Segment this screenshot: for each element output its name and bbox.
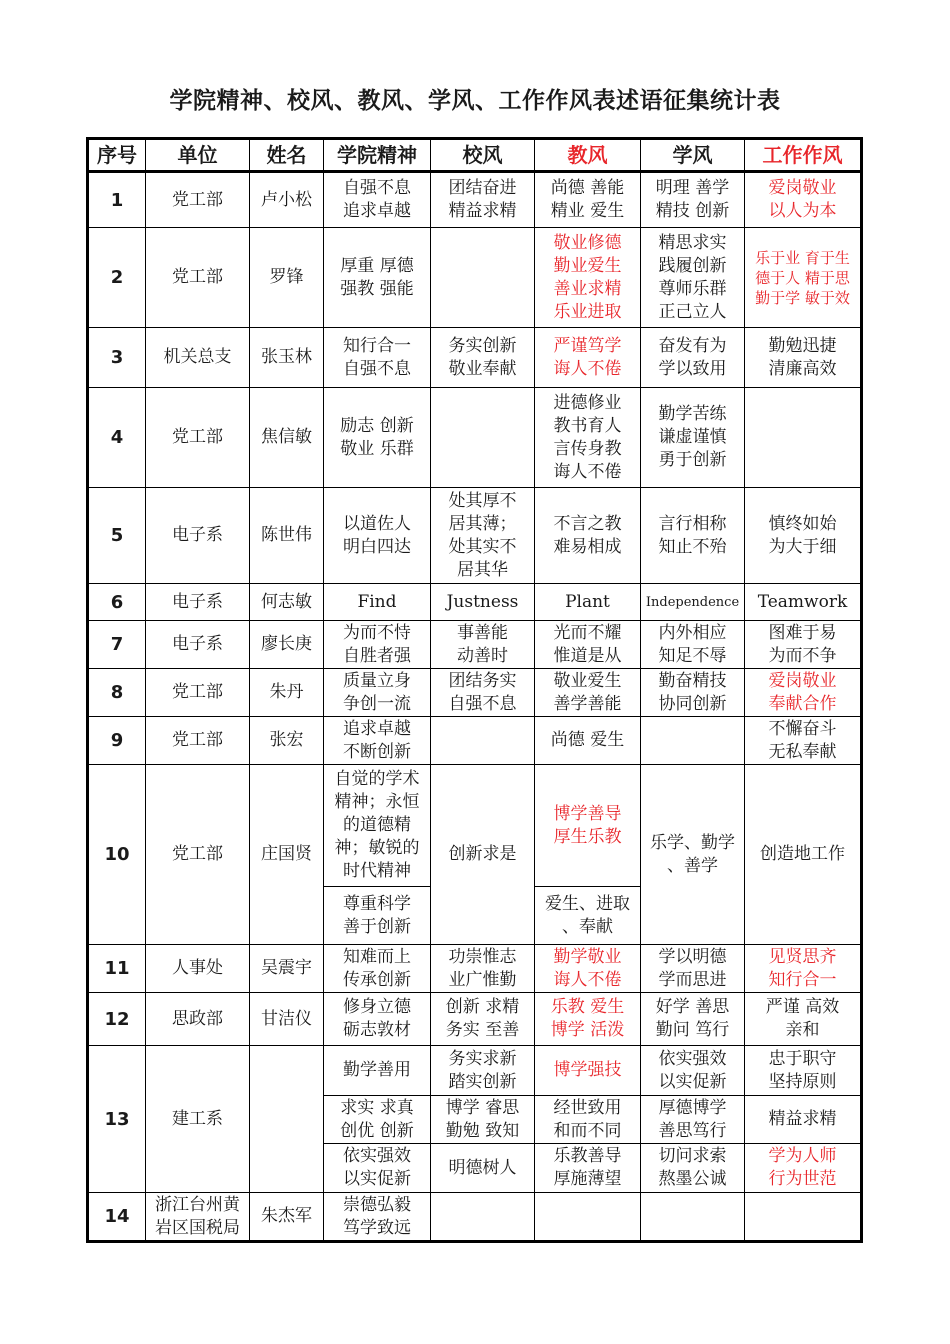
unit-cell: 党工部 xyxy=(146,669,250,717)
header-name: 姓名 xyxy=(250,139,324,172)
seq-cell: 3 xyxy=(88,328,146,388)
table-row xyxy=(88,945,862,993)
seq-cell: 14 xyxy=(88,1193,146,1242)
table-row xyxy=(88,328,862,388)
school-style-cell: 功崇惟志 业广惟勤 xyxy=(431,945,535,993)
table-row xyxy=(88,993,862,1046)
study-style-cell: 内外相应 知足不辱 xyxy=(641,621,745,669)
spirit-cell: 崇德弘毅 笃学致远 xyxy=(324,1193,431,1242)
spirit-cell: 厚重 厚德 强教 强能 xyxy=(324,228,431,328)
study-style-cell: 奋发有为 学以致用 xyxy=(641,328,745,388)
study-style-cell xyxy=(641,717,745,765)
seq-cell: 4 xyxy=(88,388,146,488)
teach-style-cell: 爱生、进取 、奉献 xyxy=(535,887,641,945)
work-style-cell: 精益求精 xyxy=(745,1096,862,1144)
seq-cell: 9 xyxy=(88,717,146,765)
teach-style-cell: 尚德 善能 精业 爱生 xyxy=(535,172,641,228)
header-work-style: 工作作风 xyxy=(745,139,862,172)
study-style-cell: 勤学苦练 谦虚谨慎 勇于创新 xyxy=(641,388,745,488)
unit-cell: 党工部 xyxy=(146,172,250,228)
study-style-cell xyxy=(641,1193,745,1242)
teach-style-cell: 尚德 爱生 xyxy=(535,717,641,765)
study-style-cell: 切问求索 熬墨公诚 xyxy=(641,1144,745,1193)
teach-style-cell: 博学善导 厚生乐教 xyxy=(535,765,641,887)
table-row xyxy=(88,488,862,584)
seq-cell: 12 xyxy=(88,993,146,1046)
teach-style-cell: 不言之教 难易相成 xyxy=(535,488,641,584)
table-row xyxy=(88,765,862,887)
header-seq: 序号 xyxy=(88,139,146,172)
teach-style-cell: 严谨笃学 诲人不倦 xyxy=(535,328,641,388)
spirit-cell: 自强不息 追求卓越 xyxy=(324,172,431,228)
page-title: 学院精神、校风、教风、学风、工作作风表述语征集统计表 xyxy=(169,88,781,114)
spirit-cell: 励志 创新 敬业 乐群 xyxy=(324,388,431,488)
name-cell xyxy=(250,1046,324,1193)
unit-cell: 党工部 xyxy=(146,228,250,328)
name-cell: 焦信敏 xyxy=(250,388,324,488)
spirit-cell: 修身立德 砺志敦材 xyxy=(324,993,431,1046)
unit-cell: 浙江台州黄 岩区国税局 xyxy=(146,1193,250,1242)
spirit-cell: 知行合一 自强不息 xyxy=(324,328,431,388)
name-cell: 罗锋 xyxy=(250,228,324,328)
study-style-cell: 好学 善思 勤问 笃行 xyxy=(641,993,745,1046)
spirit-cell: 追求卓越 不断创新 xyxy=(324,717,431,765)
teach-style-cell: 光而不耀 惟道是从 xyxy=(535,621,641,669)
study-style-cell: 学以明德 学而思进 xyxy=(641,945,745,993)
teach-style-cell: Plant xyxy=(535,584,641,621)
spirit-cell: 求实 求真 创优 创新 xyxy=(324,1096,431,1144)
school-style-cell: 明德树人 xyxy=(431,1144,535,1193)
table-row xyxy=(88,717,862,765)
table-row xyxy=(88,1046,862,1096)
seq-cell: 2 xyxy=(88,228,146,328)
teach-style-cell: 博学强技 xyxy=(535,1046,641,1096)
school-style-cell xyxy=(431,1193,535,1242)
study-style-cell: 明理 善学 精技 创新 xyxy=(641,172,745,228)
unit-cell: 电子系 xyxy=(146,584,250,621)
table-row xyxy=(88,621,862,669)
school-style-cell: Justness xyxy=(431,584,535,621)
study-style-cell: Independence xyxy=(641,584,745,621)
name-cell: 庄国贤 xyxy=(250,765,324,945)
teach-style-cell: 敬业修德 勤业爱生 善业求精 乐业进取 xyxy=(535,228,641,328)
school-style-cell: 博学 睿思 勤勉 致知 xyxy=(431,1096,535,1144)
work-style-cell xyxy=(745,388,862,488)
school-style-cell: 务实求新 踏实创新 xyxy=(431,1046,535,1096)
unit-cell: 思政部 xyxy=(146,993,250,1046)
unit-cell: 电子系 xyxy=(146,488,250,584)
seq-cell: 8 xyxy=(88,669,146,717)
spirit-cell: 以道佐人 明白四达 xyxy=(324,488,431,584)
work-style-cell: 乐于业 育于生 德于人 精于思 勤于学 敏于效 xyxy=(745,228,862,328)
table-row xyxy=(88,669,862,717)
work-style-cell: 爱岗敬业 以人为本 xyxy=(745,172,862,228)
teach-style-cell: 经世致用 和而不同 xyxy=(535,1096,641,1144)
teach-style-cell: 进德修业 教书育人 言传身教 诲人不倦 xyxy=(535,388,641,488)
unit-cell: 党工部 xyxy=(146,765,250,945)
work-style-cell: 创造地工作 xyxy=(745,765,862,945)
seq-cell: 5 xyxy=(88,488,146,584)
spirit-cell: 为而不恃 自胜者强 xyxy=(324,621,431,669)
name-cell: 何志敏 xyxy=(250,584,324,621)
name-cell: 卢小松 xyxy=(250,172,324,228)
spirit-cell: 知难而上 传承创新 xyxy=(324,945,431,993)
name-cell: 吴震宇 xyxy=(250,945,324,993)
teach-style-cell: 乐教 爱生 博学 活泼 xyxy=(535,993,641,1046)
unit-cell: 党工部 xyxy=(146,388,250,488)
spirit-cell: 质量立身 争创一流 xyxy=(324,669,431,717)
spirit-cell: 尊重科学 善于创新 xyxy=(324,887,431,945)
spirit-cell: Find xyxy=(324,584,431,621)
work-style-cell: 忠于职守 坚持原则 xyxy=(745,1046,862,1096)
work-style-cell: 图难于易 为而不争 xyxy=(745,621,862,669)
school-style-cell: 创新求是 xyxy=(431,765,535,945)
table-row xyxy=(88,228,862,328)
name-cell: 张玉林 xyxy=(250,328,324,388)
school-style-cell xyxy=(431,228,535,328)
header-school-style: 校风 xyxy=(431,139,535,172)
work-style-cell: 不懈奋斗 无私奉献 xyxy=(745,717,862,765)
unit-cell: 党工部 xyxy=(146,717,250,765)
table-row xyxy=(88,584,862,621)
header-row xyxy=(88,139,862,172)
spirit-cell: 勤学善用 xyxy=(324,1046,431,1096)
school-style-cell: 团结奋进 精益求精 xyxy=(431,172,535,228)
work-style-cell: 严谨 高效 亲和 xyxy=(745,993,862,1046)
header-spirit: 学院精神 xyxy=(324,139,431,172)
seq-cell: 7 xyxy=(88,621,146,669)
name-cell: 廖长庚 xyxy=(250,621,324,669)
name-cell: 朱丹 xyxy=(250,669,324,717)
study-style-cell: 依实强效 以实促新 xyxy=(641,1046,745,1096)
study-style-cell: 言行相称 知止不殆 xyxy=(641,488,745,584)
teach-style-cell: 勤学敬业 诲人不倦 xyxy=(535,945,641,993)
spirit-cell: 自觉的学术 精神；永恒 的道德精 神；敏锐的 时代精神 xyxy=(324,765,431,887)
seq-cell: 6 xyxy=(88,584,146,621)
study-style-cell: 厚德博学 善思笃行 xyxy=(641,1096,745,1144)
spirit-cell: 依实强效 以实促新 xyxy=(324,1144,431,1193)
school-style-cell: 团结务实 自强不息 xyxy=(431,669,535,717)
unit-cell: 机关总支 xyxy=(146,328,250,388)
work-style-cell: 慎终如始 为大于细 xyxy=(745,488,862,584)
teach-style-cell: 乐教善导 厚施薄望 xyxy=(535,1144,641,1193)
header-unit: 单位 xyxy=(146,139,250,172)
seq-cell: 10 xyxy=(88,765,146,945)
work-style-cell: 爱岗敬业 奉献合作 xyxy=(745,669,862,717)
statistics-table xyxy=(86,137,863,1243)
name-cell: 张宏 xyxy=(250,717,324,765)
school-style-cell xyxy=(431,717,535,765)
table-row xyxy=(88,388,862,488)
study-style-cell: 勤奋精技 协同创新 xyxy=(641,669,745,717)
unit-cell: 人事处 xyxy=(146,945,250,993)
work-style-cell: 勤勉迅捷 清廉高效 xyxy=(745,328,862,388)
study-style-cell: 乐学、勤学 、善学 xyxy=(641,765,745,945)
table-row xyxy=(88,172,862,228)
header-study-style: 学风 xyxy=(641,139,745,172)
work-style-cell: Teamwork xyxy=(745,584,862,621)
seq-cell: 1 xyxy=(88,172,146,228)
work-style-cell: 见贤思齐 知行合一 xyxy=(745,945,862,993)
work-style-cell: 学为人师 行为世范 xyxy=(745,1144,862,1193)
school-style-cell xyxy=(431,388,535,488)
seq-cell: 11 xyxy=(88,945,146,993)
school-style-cell: 创新 求精 务实 至善 xyxy=(431,993,535,1046)
seq-cell: 13 xyxy=(88,1046,146,1193)
table-row xyxy=(88,1193,862,1242)
name-cell: 甘洁仪 xyxy=(250,993,324,1046)
study-style-cell: 精思求实 践履创新 尊师乐群 正己立人 xyxy=(641,228,745,328)
unit-cell: 电子系 xyxy=(146,621,250,669)
teach-style-cell: 敬业爱生 善学善能 xyxy=(535,669,641,717)
school-style-cell: 事善能 动善时 xyxy=(431,621,535,669)
name-cell: 朱杰军 xyxy=(250,1193,324,1242)
school-style-cell: 务实创新 敬业奉献 xyxy=(431,328,535,388)
unit-cell: 建工系 xyxy=(146,1046,250,1193)
teach-style-cell xyxy=(535,1193,641,1242)
work-style-cell xyxy=(745,1193,862,1242)
name-cell: 陈世伟 xyxy=(250,488,324,584)
header-teach-style: 教风 xyxy=(535,139,641,172)
school-style-cell: 处其厚不 居其薄； 处其实不 居其华 xyxy=(431,488,535,584)
